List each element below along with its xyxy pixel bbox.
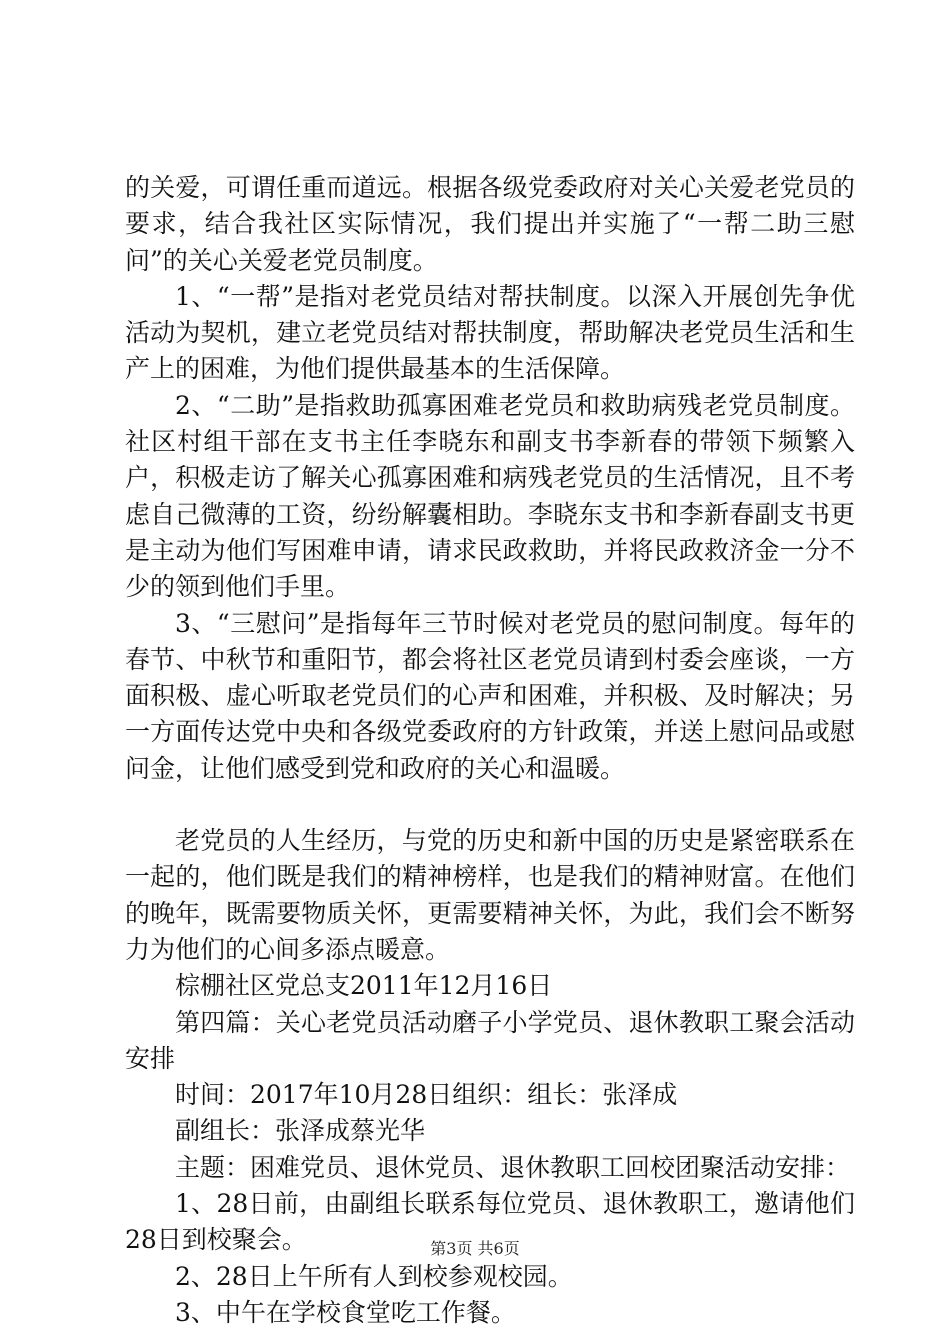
schedule-item-2: 2、28日上午所有人到校参观校园。 — [175, 1261, 573, 1291]
paragraph-continuation: 的关爱，可谓任重而道远。根据各级党委政府对关心关爱老党员的要求，结合我社区实际情况，我们提出并实施了“一帮二助三慰问”的关心关爱老党员制度。 — [125, 173, 855, 275]
schedule-item-3: 3、中午在学校食堂吃工作餐。 — [175, 1297, 516, 1327]
signature-line: 棕棚社区党总支2011年12月16日 — [175, 971, 553, 1001]
schedule-deputy: 副组长：张泽成蔡光华 — [175, 1116, 426, 1146]
paragraph-gap — [125, 787, 855, 823]
paragraph-item-3: 3、“三慰问”是指每年三节时候对老党员的慰问制度。每年的春节、中秋节和重阳节，都会将社区老党员请到村委会座谈，一方面积极、虚心听取老党员们的心声和困难，并积极、及时解决；另一方面传达党中央和各级党委政府的方针政策，并送上慰问品或慰问金，让他们感受到党和政府的关心和温暖。 — [125, 608, 855, 783]
page-number-footer: 第3页 共6页 — [430, 1239, 520, 1258]
schedule-theme: 主题：困难党员、退休党员、退休教职工回校团聚活动安排： — [175, 1152, 851, 1182]
paragraph-item-1: 1、“一帮”是指对老党员结对帮扶制度。以深入开展创先争优活动为契机，建立老党员结对帮扶制度，帮助解决老党员生活和生产上的困难，为他们提供最基本的生活保障。 — [125, 281, 855, 384]
paragraph-item-2: 2、“二助”是指救助孤寡困难老党员和救助病残老党员制度。社区村组干部在支书主任李晓东和副支书李新春的带领下频繁入户，积极走访了解关心孤寡困难和病残老党员的生活情况，且不考虑自己微薄的工资，纷纷解囊相助。李晓东支书和李新春副支书更是主动为他们写困难申请，请求民政救助，并将民政救济金一分不少的领到他们手里。 — [125, 390, 855, 602]
document-body — [125, 170, 855, 1331]
section-heading: 第四篇：关心老党员活动磨子小学党员、退休教职工聚会活动安排 — [125, 1007, 855, 1073]
schedule-time: 时间：2017年10月28日组织：组长：张泽成 — [175, 1080, 678, 1110]
schedule-item-1: 1、28日前，由副组长联系每位党员、退休教职工，邀请他们28日到校聚会。 — [125, 1189, 855, 1255]
paragraph-conclusion: 老党员的人生经历，与党的历史和新中国的历史是紧密联系在一起的，他们既是我们的精神榜样，也是我们的精神财富。在他们的晚年，既需要物质关怀，更需要精神关怀，为此，我们会不断努力为他们的心间多添点暖意。 — [125, 826, 855, 964]
